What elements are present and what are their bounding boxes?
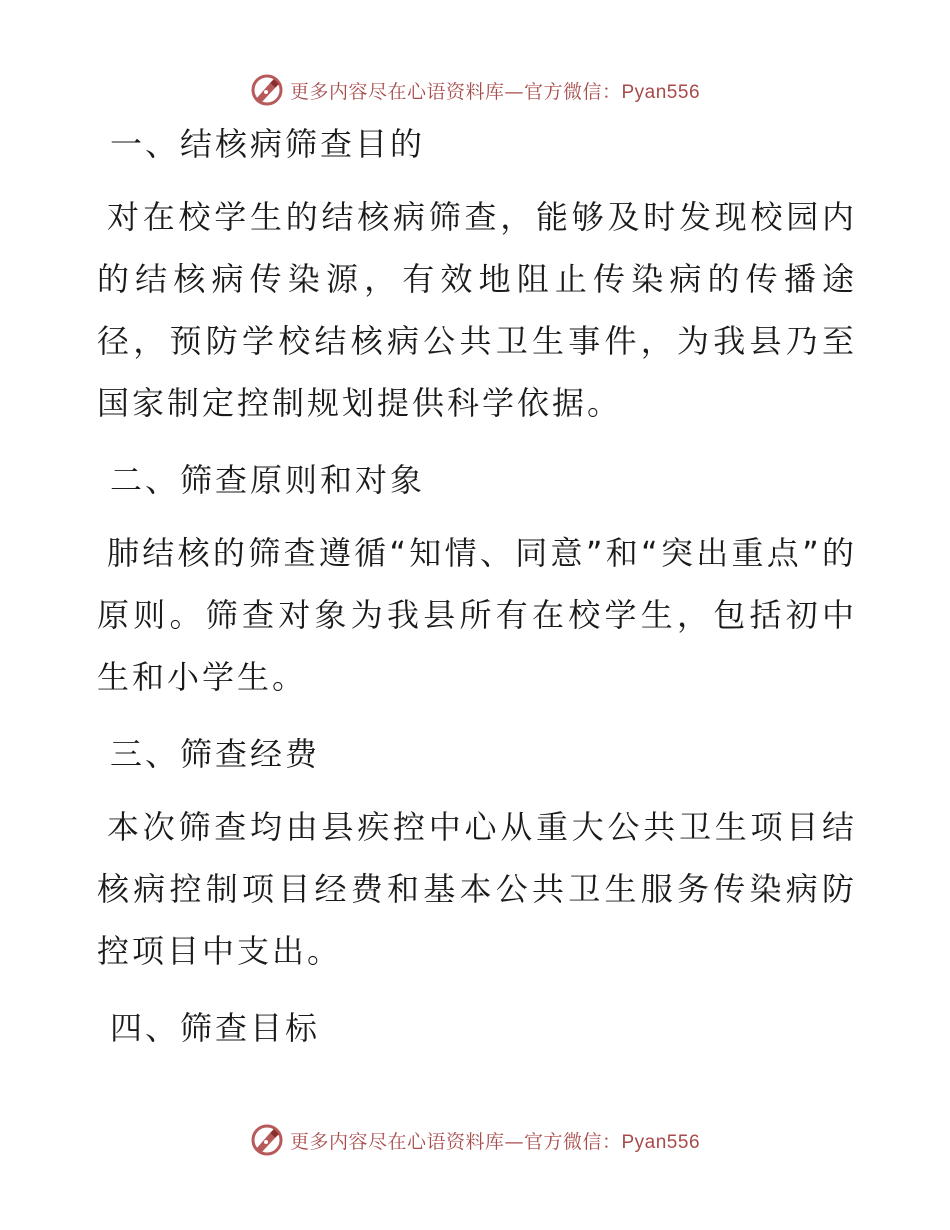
pen-nib-logo-icon	[250, 73, 284, 107]
footer-banner	[0, 1120, 950, 1160]
header-banner	[0, 70, 950, 110]
section-heading: 一、结核病筛查目的	[110, 125, 426, 163]
banner-text: 更多内容尽在心语资料库—官方微信：Pyan556	[289, 1130, 701, 1153]
section-heading: 三、筛查经费	[110, 735, 321, 773]
document-body	[97, 120, 857, 1052]
section-paragraph: 肺结核的筛查遵循“知情、同意”和“突出重点”的原则。筛查对象为我县所有在校学生，包括初中生和小学生。	[97, 534, 857, 696]
section-heading: 四、筛查目标	[110, 1009, 321, 1047]
section-heading: 二、筛查原则和对象	[110, 461, 426, 499]
section-paragraph: 对在校学生的结核病筛查，能够及时发现校园内的结核病传染源，有效地阻止传染病的传播途径，预防学校结核病公共卫生事件，为我县乃至国家制定控制规划提供科学依据。	[97, 198, 857, 422]
banner-text: 更多内容尽在心语资料库—官方微信：Pyan556	[289, 80, 701, 103]
pen-nib-logo-icon	[250, 1123, 284, 1157]
section-paragraph: 本次筛查均由县疾控中心从重大公共卫生项目结核病控制项目经费和基本公共卫生服务传染病防控项目中支出。	[97, 808, 857, 970]
